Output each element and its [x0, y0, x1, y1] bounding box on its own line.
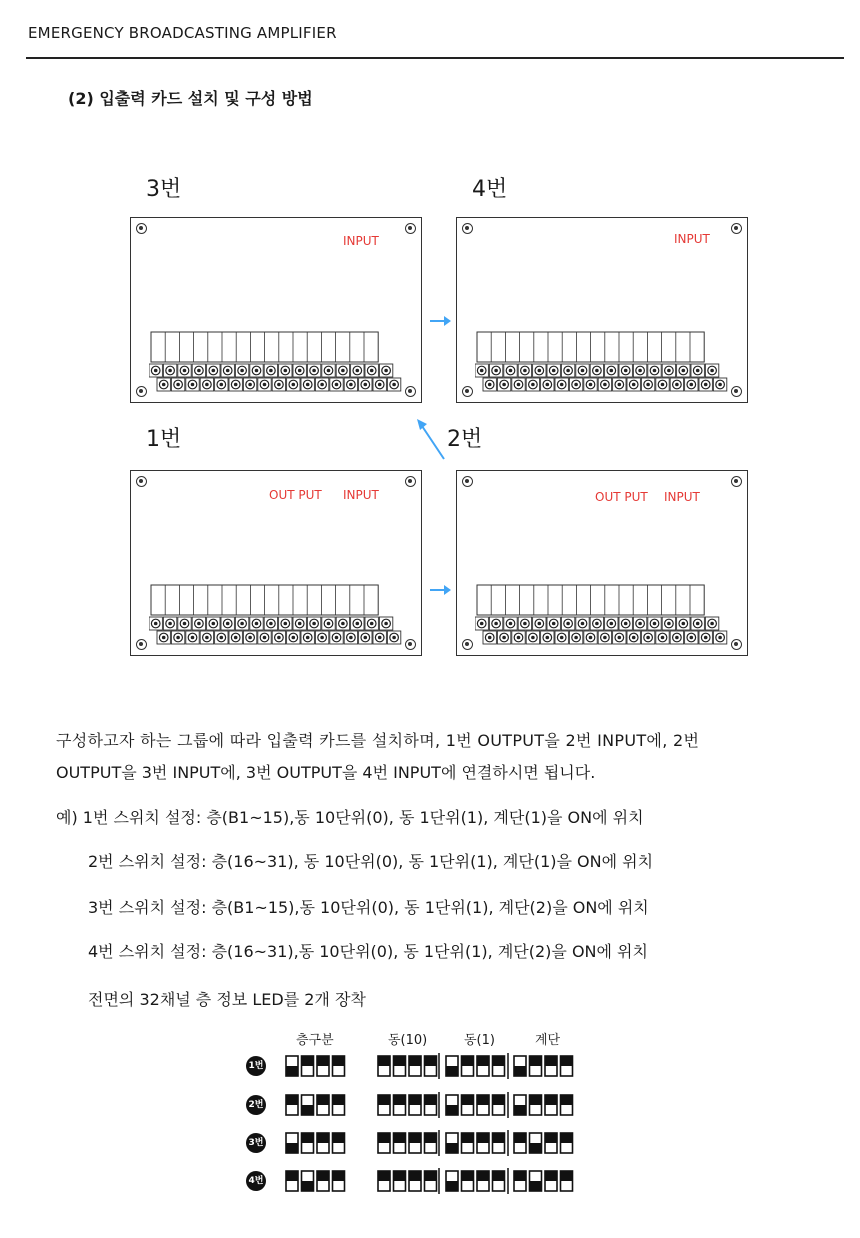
- dip-switch-row-3: [284, 1130, 584, 1158]
- screw-icon: [405, 223, 416, 234]
- dip-switch-knob: [394, 1056, 406, 1066]
- terminal-screw-center: [312, 622, 316, 626]
- example-line: 2번 스위치 설정: 층(16~31), 동 10단위(0), 동 1단위(1), 계단(1)을 ON에 위치: [88, 852, 654, 871]
- dip-switch-knob: [425, 1056, 437, 1066]
- terminal-screw-center: [292, 383, 296, 387]
- example-line: 전면의 32채널 층 정보 LED를 2개 장착: [88, 990, 366, 1009]
- terminal-screw-center: [646, 636, 650, 640]
- terminal-screw-center: [269, 369, 273, 373]
- dip-header-dong1: 동(1): [464, 1033, 495, 1048]
- terminal-screw-center: [341, 369, 345, 373]
- dip-switch-knob: [477, 1133, 489, 1143]
- terminal-screw-center: [320, 383, 324, 387]
- dip-switch-knob: [446, 1181, 458, 1191]
- terminal-screw-center: [646, 383, 650, 387]
- dip-switch-knob: [493, 1171, 505, 1181]
- terminal-screw-center: [581, 369, 585, 373]
- terminal-screw-center: [220, 383, 224, 387]
- screw-icon: [136, 476, 147, 487]
- terminal-screw-center: [589, 383, 593, 387]
- card-number-2: 2번: [447, 427, 483, 452]
- terminal-screw-center: [176, 636, 180, 640]
- dip-switch-knob: [493, 1056, 505, 1066]
- terminal-screw-center: [581, 622, 585, 626]
- terminal-screw-center: [675, 636, 679, 640]
- dip-switch-knob: [446, 1066, 458, 1076]
- terminal-screw-center: [552, 622, 556, 626]
- terminal-screw-center: [364, 636, 368, 640]
- terminal-screw-center: [653, 369, 657, 373]
- dip-switch-knob: [462, 1171, 474, 1181]
- terminal-screw-center: [263, 383, 267, 387]
- dip-switch-knob: [409, 1056, 421, 1066]
- terminal-screw-center: [661, 636, 665, 640]
- screw-icon: [136, 639, 147, 650]
- row-badge-3: 3번: [246, 1133, 266, 1153]
- terminal-screw-center: [624, 622, 628, 626]
- terminal-screw-center: [384, 622, 388, 626]
- io-card-4: [456, 217, 748, 403]
- terminal-screw-center: [298, 622, 302, 626]
- dip-switch-knob: [545, 1133, 557, 1143]
- dip-switch-knob: [302, 1133, 314, 1143]
- dip-switch-knob: [446, 1105, 458, 1115]
- terminal-screw-center: [154, 369, 158, 373]
- terminal-screw-center: [494, 622, 498, 626]
- screw-icon: [462, 476, 473, 487]
- terminal-screw-center: [248, 636, 252, 640]
- terminal-screw-center: [488, 636, 492, 640]
- terminal-screw-center: [240, 369, 244, 373]
- terminal-screw-center: [176, 383, 180, 387]
- terminal-screw-center: [690, 636, 694, 640]
- terminal-screw-center: [704, 636, 708, 640]
- terminal-screw-center: [327, 622, 331, 626]
- terminal-screw-center: [523, 369, 527, 373]
- dip-switch-knob: [409, 1171, 421, 1181]
- terminal-screw-center: [718, 636, 722, 640]
- dip-switch-knob: [561, 1171, 573, 1181]
- dip-header-stair: 계단: [535, 1033, 561, 1048]
- dip-switch-knob: [378, 1171, 390, 1181]
- terminal-screw-center: [517, 383, 521, 387]
- terminal-screw-center: [610, 369, 614, 373]
- card-number-4: 4번: [472, 177, 508, 202]
- dip-switch-knob: [530, 1181, 542, 1191]
- card-number-3: 3번: [146, 177, 182, 202]
- screw-icon: [462, 386, 473, 397]
- terminal-screw-center: [560, 383, 564, 387]
- example-line: 4번 스위치 설정: 층(16~31),동 10단위(0), 동 1단위(1), 계단(2)을 ON에 위치: [88, 942, 648, 961]
- terminal-screw-center: [618, 636, 622, 640]
- screw-icon: [136, 386, 147, 397]
- dip-switch-row-1: [284, 1053, 584, 1081]
- card-output-label: OUT PUT: [269, 488, 322, 502]
- screw-icon: [462, 223, 473, 234]
- terminal-block: [475, 330, 733, 394]
- dip-switch-knob: [514, 1171, 526, 1181]
- terminal-screw-center: [653, 622, 657, 626]
- dip-switch-knob: [561, 1133, 573, 1143]
- terminal-screw-center: [566, 369, 570, 373]
- dip-switch-knob: [333, 1095, 345, 1105]
- screw-icon: [136, 223, 147, 234]
- screw-icon: [462, 639, 473, 650]
- terminal-screw-center: [378, 383, 382, 387]
- terminal-screw-center: [234, 636, 238, 640]
- dip-switch-knob: [545, 1095, 557, 1105]
- terminal-screw-center: [704, 383, 708, 387]
- terminal-screw-center: [632, 383, 636, 387]
- dip-switch-knob: [286, 1143, 298, 1153]
- arrow-up-left-icon: [414, 418, 448, 462]
- terminal-screw-center: [682, 369, 686, 373]
- dip-switch-knob: [477, 1056, 489, 1066]
- terminal-screw-center: [560, 636, 564, 640]
- terminal-screw-center: [312, 369, 316, 373]
- dip-switch-knob: [317, 1133, 329, 1143]
- dip-switch-knob: [425, 1133, 437, 1143]
- screw-icon: [405, 476, 416, 487]
- terminal-screw-center: [538, 369, 542, 373]
- terminal-screw-center: [263, 636, 267, 640]
- dip-switch-knob: [286, 1171, 298, 1181]
- dip-switch-knob: [493, 1095, 505, 1105]
- dip-switch-knob: [286, 1095, 298, 1105]
- terminal-screw-center: [284, 369, 288, 373]
- terminal-screw-center: [226, 622, 230, 626]
- card-input-label: INPUT: [664, 490, 700, 504]
- dip-switch-knob: [302, 1056, 314, 1066]
- dip-switch-knob: [333, 1171, 345, 1181]
- dip-switch-knob: [462, 1095, 474, 1105]
- dip-switch-knob: [317, 1171, 329, 1181]
- row-badge-2: 2번: [246, 1095, 266, 1115]
- terminal-screw-center: [502, 636, 506, 640]
- terminal-screw-center: [682, 622, 686, 626]
- terminal-screw-center: [356, 369, 360, 373]
- terminal-screw-center: [690, 383, 694, 387]
- screw-icon: [731, 476, 742, 487]
- dip-switch-knob: [286, 1066, 298, 1076]
- terminal-screw-center: [638, 369, 642, 373]
- terminal-screw-center: [589, 636, 593, 640]
- terminal-block: [475, 583, 733, 647]
- dip-switch-knob: [409, 1095, 421, 1105]
- terminal-screw-center: [298, 369, 302, 373]
- terminal-screw-center: [392, 636, 396, 640]
- terminal-screw-center: [197, 369, 201, 373]
- terminal-screw-center: [220, 636, 224, 640]
- dip-switch-knob: [317, 1056, 329, 1066]
- terminal-screw-center: [341, 622, 345, 626]
- terminal-screw-center: [356, 622, 360, 626]
- dip-switch-knob: [530, 1143, 542, 1153]
- terminal-screw-center: [509, 622, 513, 626]
- dip-switch-knob: [545, 1056, 557, 1066]
- terminal-screw-center: [234, 383, 238, 387]
- terminal-screw-center: [618, 383, 622, 387]
- terminal-block: [149, 330, 407, 394]
- terminal-screw-center: [320, 636, 324, 640]
- dip-switch-knob: [561, 1056, 573, 1066]
- dip-switch-knob: [477, 1171, 489, 1181]
- dip-switch-knob: [333, 1133, 345, 1143]
- terminal-screw-center: [710, 369, 714, 373]
- terminal-screw-center: [502, 383, 506, 387]
- terminal-screw-center: [378, 636, 382, 640]
- terminal-screw-center: [603, 636, 607, 640]
- dip-switch-knob: [317, 1095, 329, 1105]
- terminal-screw-center: [269, 622, 273, 626]
- dip-switch-knob: [425, 1171, 437, 1181]
- terminal-screw-center: [327, 369, 331, 373]
- dip-switch-knob: [394, 1133, 406, 1143]
- dip-switch-row-4: [284, 1168, 584, 1196]
- terminal-screw-center: [667, 369, 671, 373]
- dip-switch-knob: [462, 1056, 474, 1066]
- body-text-line: OUTPUT을 3번 INPUT에, 3번 OUTPUT을 4번 INPUT에 연결하시면 됩니다.: [56, 763, 596, 782]
- dip-switch-knob: [378, 1133, 390, 1143]
- header-divider: [26, 57, 844, 59]
- terminal-screw-center: [306, 636, 310, 640]
- dip-switch-knob: [394, 1095, 406, 1105]
- terminal-screw-center: [226, 369, 230, 373]
- terminal-screw-center: [595, 622, 599, 626]
- terminal-screw-center: [517, 636, 521, 640]
- terminal-screw-center: [610, 622, 614, 626]
- terminal-screw-center: [531, 636, 535, 640]
- io-card-3: [130, 217, 422, 403]
- terminal-screw-center: [255, 369, 259, 373]
- terminal-screw-center: [248, 383, 252, 387]
- dip-switch-knob: [545, 1171, 557, 1181]
- terminal-screw-center: [162, 383, 166, 387]
- io-card-1: [130, 470, 422, 656]
- dip-switch-row-2: [284, 1092, 584, 1120]
- terminal-screw-center: [603, 383, 607, 387]
- dip-switch-knob: [514, 1105, 526, 1115]
- terminal-screw-center: [255, 622, 259, 626]
- terminal-screw-center: [566, 622, 570, 626]
- screw-icon: [731, 223, 742, 234]
- terminal-screw-center: [624, 369, 628, 373]
- terminal-screw-center: [546, 636, 550, 640]
- terminal-screw-center: [480, 622, 484, 626]
- dip-switch-knob: [514, 1066, 526, 1076]
- terminal-screw-center: [523, 622, 527, 626]
- body-text-line: 구성하고자 하는 그룹에 따라 입출력 카드를 설치하며, 1번 OUTPUT을 2번 INPUT에, 2번: [56, 731, 700, 750]
- terminal-screw-center: [284, 622, 288, 626]
- terminal-screw-center: [574, 383, 578, 387]
- terminal-screw-center: [552, 369, 556, 373]
- terminal-screw-center: [168, 622, 172, 626]
- io-card-2: [456, 470, 748, 656]
- terminal-screw-center: [168, 369, 172, 373]
- terminal-screw-center: [632, 636, 636, 640]
- card-output-label: OUT PUT: [595, 490, 648, 504]
- terminal-screw-center: [335, 383, 339, 387]
- dip-switch-knob: [378, 1095, 390, 1105]
- terminal-screw-center: [480, 369, 484, 373]
- dip-header-floor: 층구분: [296, 1033, 334, 1048]
- dip-switch-knob: [462, 1133, 474, 1143]
- terminal-screw-center: [546, 383, 550, 387]
- dip-switch-knob: [425, 1095, 437, 1105]
- terminal-screw-center: [718, 383, 722, 387]
- terminal-screw-center: [384, 369, 388, 373]
- terminal-screw-center: [197, 622, 201, 626]
- dip-switch-knob: [493, 1133, 505, 1143]
- card-number-1: 1번: [146, 427, 182, 452]
- dip-switch-knob: [446, 1143, 458, 1153]
- dip-switch-knob: [302, 1181, 314, 1191]
- card-input-label: INPUT: [343, 234, 379, 248]
- dip-switch-knob: [394, 1171, 406, 1181]
- terminal-screw-center: [335, 636, 339, 640]
- card-input-label: INPUT: [343, 488, 379, 502]
- dip-switch-knob: [514, 1133, 526, 1143]
- terminal-screw-center: [277, 636, 281, 640]
- terminal-screw-center: [595, 369, 599, 373]
- terminal-screw-center: [531, 383, 535, 387]
- terminal-screw-center: [277, 383, 281, 387]
- terminal-screw-center: [370, 622, 374, 626]
- terminal-screw-center: [349, 636, 353, 640]
- terminal-screw-center: [696, 622, 700, 626]
- terminal-screw-center: [240, 622, 244, 626]
- terminal-screw-center: [306, 383, 310, 387]
- terminal-screw-center: [292, 636, 296, 640]
- document-header: EMERGENCY BROADCASTING AMPLIFIER: [28, 24, 337, 42]
- terminal-screw-center: [205, 383, 209, 387]
- terminal-screw-center: [638, 622, 642, 626]
- terminal-screw-center: [349, 383, 353, 387]
- arrow-right-icon: [428, 314, 452, 328]
- dip-header-dong10: 동(10): [388, 1033, 428, 1048]
- terminal-screw-center: [494, 369, 498, 373]
- dip-switch-knob: [409, 1133, 421, 1143]
- terminal-screw-center: [488, 383, 492, 387]
- terminal-screw-center: [162, 636, 166, 640]
- card-input-label: INPUT: [674, 232, 710, 246]
- terminal-screw-center: [154, 622, 158, 626]
- dip-switch-knob: [561, 1095, 573, 1105]
- terminal-screw-center: [574, 636, 578, 640]
- dip-switch-knob: [333, 1056, 345, 1066]
- dip-switch-knob: [378, 1056, 390, 1066]
- dip-switch-knob: [530, 1095, 542, 1105]
- dip-switch-knob: [530, 1056, 542, 1066]
- terminal-screw-center: [191, 636, 195, 640]
- terminal-screw-center: [212, 369, 216, 373]
- section-title: (2) 입출력 카드 설치 및 구성 방법: [68, 89, 313, 108]
- dip-switch-knob: [302, 1105, 314, 1115]
- terminal-screw-center: [191, 383, 195, 387]
- terminal-screw-center: [183, 622, 187, 626]
- row-badge-1: 1번: [246, 1056, 266, 1076]
- terminal-screw-center: [710, 622, 714, 626]
- terminal-screw-center: [675, 383, 679, 387]
- dip-switch-knob: [477, 1095, 489, 1105]
- terminal-screw-center: [364, 383, 368, 387]
- terminal-screw-center: [392, 383, 396, 387]
- example-line: 예) 1번 스위치 설정: 층(B1~15),동 10단위(0), 동 1단위(1), 계단(1)을 ON에 위치: [56, 808, 644, 827]
- terminal-screw-center: [370, 369, 374, 373]
- row-badge-4: 4번: [246, 1171, 266, 1191]
- terminal-screw-center: [205, 636, 209, 640]
- terminal-screw-center: [183, 369, 187, 373]
- terminal-screw-center: [509, 369, 513, 373]
- terminal-screw-center: [667, 622, 671, 626]
- terminal-screw-center: [212, 622, 216, 626]
- terminal-block: [149, 583, 407, 647]
- terminal-screw-center: [538, 622, 542, 626]
- arrow-right-icon: [428, 583, 452, 597]
- terminal-screw-center: [661, 383, 665, 387]
- terminal-screw-center: [696, 369, 700, 373]
- example-line: 3번 스위치 설정: 층(B1~15),동 10단위(0), 동 1단위(1), 계단(2)을 ON에 위치: [88, 898, 649, 917]
